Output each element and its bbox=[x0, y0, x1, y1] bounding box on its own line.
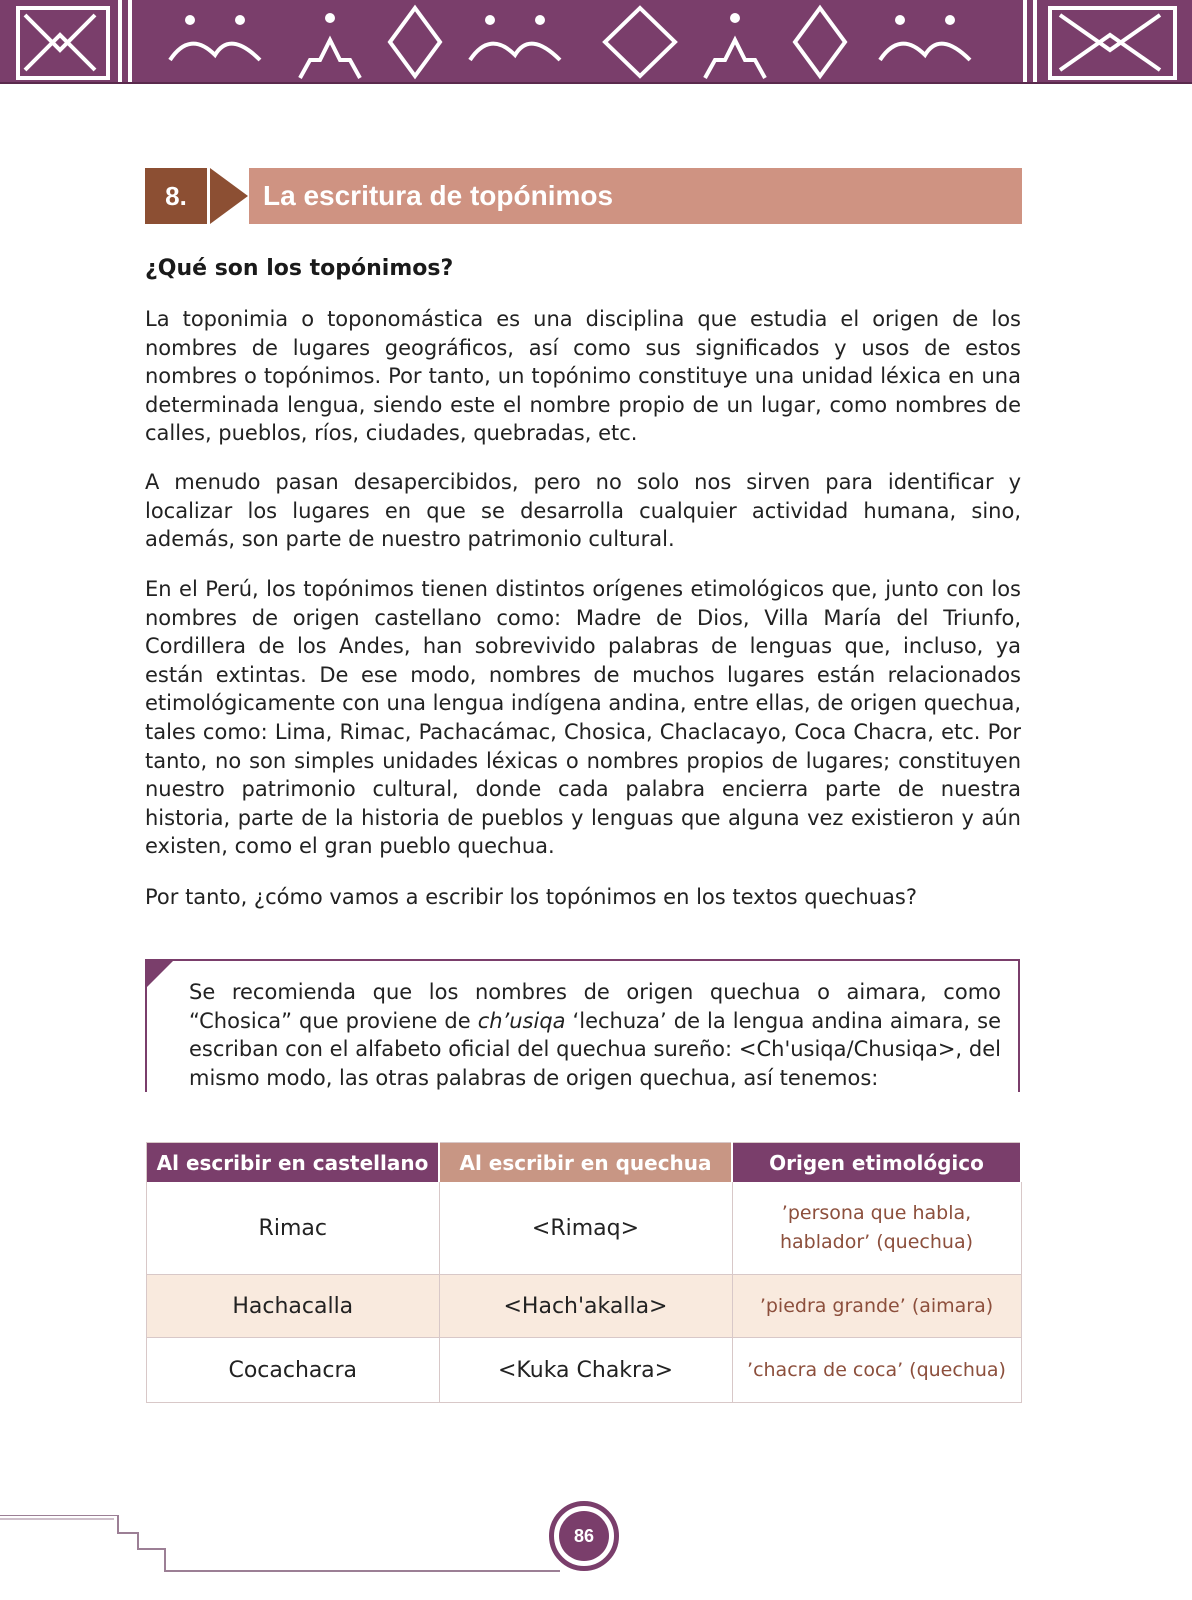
toponym-table bbox=[146, 1142, 1022, 1403]
header-castellano: Al escribir en castellano bbox=[147, 1143, 440, 1183]
cell-origen: ’persona que habla, hablador’ (quechua) bbox=[732, 1182, 1021, 1275]
page-number-badge bbox=[549, 1501, 619, 1571]
paragraph-text: Por tanto, ¿cómo vamos a escribir los topónimos en los textos quechuas? bbox=[145, 885, 917, 909]
table-header-row bbox=[147, 1143, 1022, 1183]
table-row bbox=[147, 1182, 1022, 1275]
section-arrow-icon bbox=[210, 168, 248, 224]
cell-origen: ’piedra grande’ (aimara) bbox=[732, 1275, 1021, 1338]
cell-castellano: Rimac bbox=[147, 1182, 440, 1275]
paragraph-1 bbox=[145, 305, 1021, 448]
paragraph-4 bbox=[145, 883, 1021, 912]
table-row bbox=[147, 1338, 1022, 1403]
header-origen: Origen etimológico bbox=[732, 1143, 1021, 1183]
paragraph-3 bbox=[145, 575, 1021, 861]
cell-quechua: <Kuka Chakra> bbox=[439, 1338, 732, 1403]
cell-origen: ’chacra de coca’ (quechua) bbox=[732, 1338, 1021, 1403]
recommendation-box bbox=[145, 959, 1020, 1092]
paragraph-text: En el Perú, los topónimos tienen distintos orígenes etimológicos que, junto con los nombres de origen castellano como: Madre de Dios, Villa María del Triunfo, Cordillera de los Andes, han sobrevivido palabras de lenguas que, incluso, ya están extintas. De ese modo, nombres de muchos lugares están relacionados etimológicamente con una lengua indígena andina, entre ellas, de origen quechua, tales como: Lima, Rimac, Pachacámac, Chosica, Chaclacayo, Coca Chacra, etc. Por tanto, no son simples unidades léxicas o nombres propios de lugares; constituyen nuestro patrimonio cultural, donde cada palabra encierra parte de nuestra historia, parte de la historia de pueblos y lenguas que alguna vez existieron y aún existen, como el gran pueblo quechua. bbox=[145, 577, 1021, 859]
corner-triangle-icon bbox=[147, 961, 173, 987]
subtitle: ¿Qué son los topónimos? bbox=[145, 256, 454, 281]
andean-pattern-icon bbox=[0, 0, 1192, 84]
decorative-header-banner bbox=[0, 0, 1192, 84]
table-row bbox=[147, 1275, 1022, 1338]
paragraph-2 bbox=[145, 468, 1021, 554]
recommendation-text-part1: Se recomienda que los nombres de origen quechua o aimara, como “Chosica” que proviene de bbox=[189, 980, 1001, 1033]
paragraph-text: La toponimia o toponomástica es una disciplina que estudia el origen de los nombres de lugares geográficos, así como sus significados y usos de estos nombres o topónimos. Por tanto, un topónimo constituye una unidad léxica en una determinada lengua, siendo este el nombre propio de un lugar, como nombres de calles, pueblos, ríos, ciudades, quebradas, etc. bbox=[145, 307, 1021, 446]
cell-quechua: <Hach'akalla> bbox=[439, 1275, 732, 1338]
page-number: 86 bbox=[559, 1511, 609, 1561]
cell-castellano: Hachacalla bbox=[147, 1275, 440, 1338]
recommendation-text-italic: ch’usiqa bbox=[477, 1008, 566, 1033]
section-number: 8. bbox=[145, 168, 207, 224]
cell-quechua: <Rimaq> bbox=[439, 1182, 732, 1275]
recommendation-text-part2: ‘lechuza’ de la lengua andina aimara, se escriban con el alfabeto oficial del quechua sureño: <Ch'usiqa/Chusiqa>, del mismo modo, las otras palabras de origen quechua, así tenemos: bbox=[189, 1008, 1001, 1090]
recommendation-text bbox=[189, 978, 1001, 1092]
paragraph-text: A menudo pasan desapercibidos, pero no solo nos sirven para identificar y localizar los lugares en que se desarrolla cualquier actividad humana, sino, además, son parte de nuestro patrimonio cultural. bbox=[145, 470, 1021, 552]
header-quechua: Al escribir en quechua bbox=[439, 1143, 732, 1183]
cell-castellano: Cocachacra bbox=[147, 1338, 440, 1403]
section-title: La escritura de topónimos bbox=[249, 168, 1022, 224]
